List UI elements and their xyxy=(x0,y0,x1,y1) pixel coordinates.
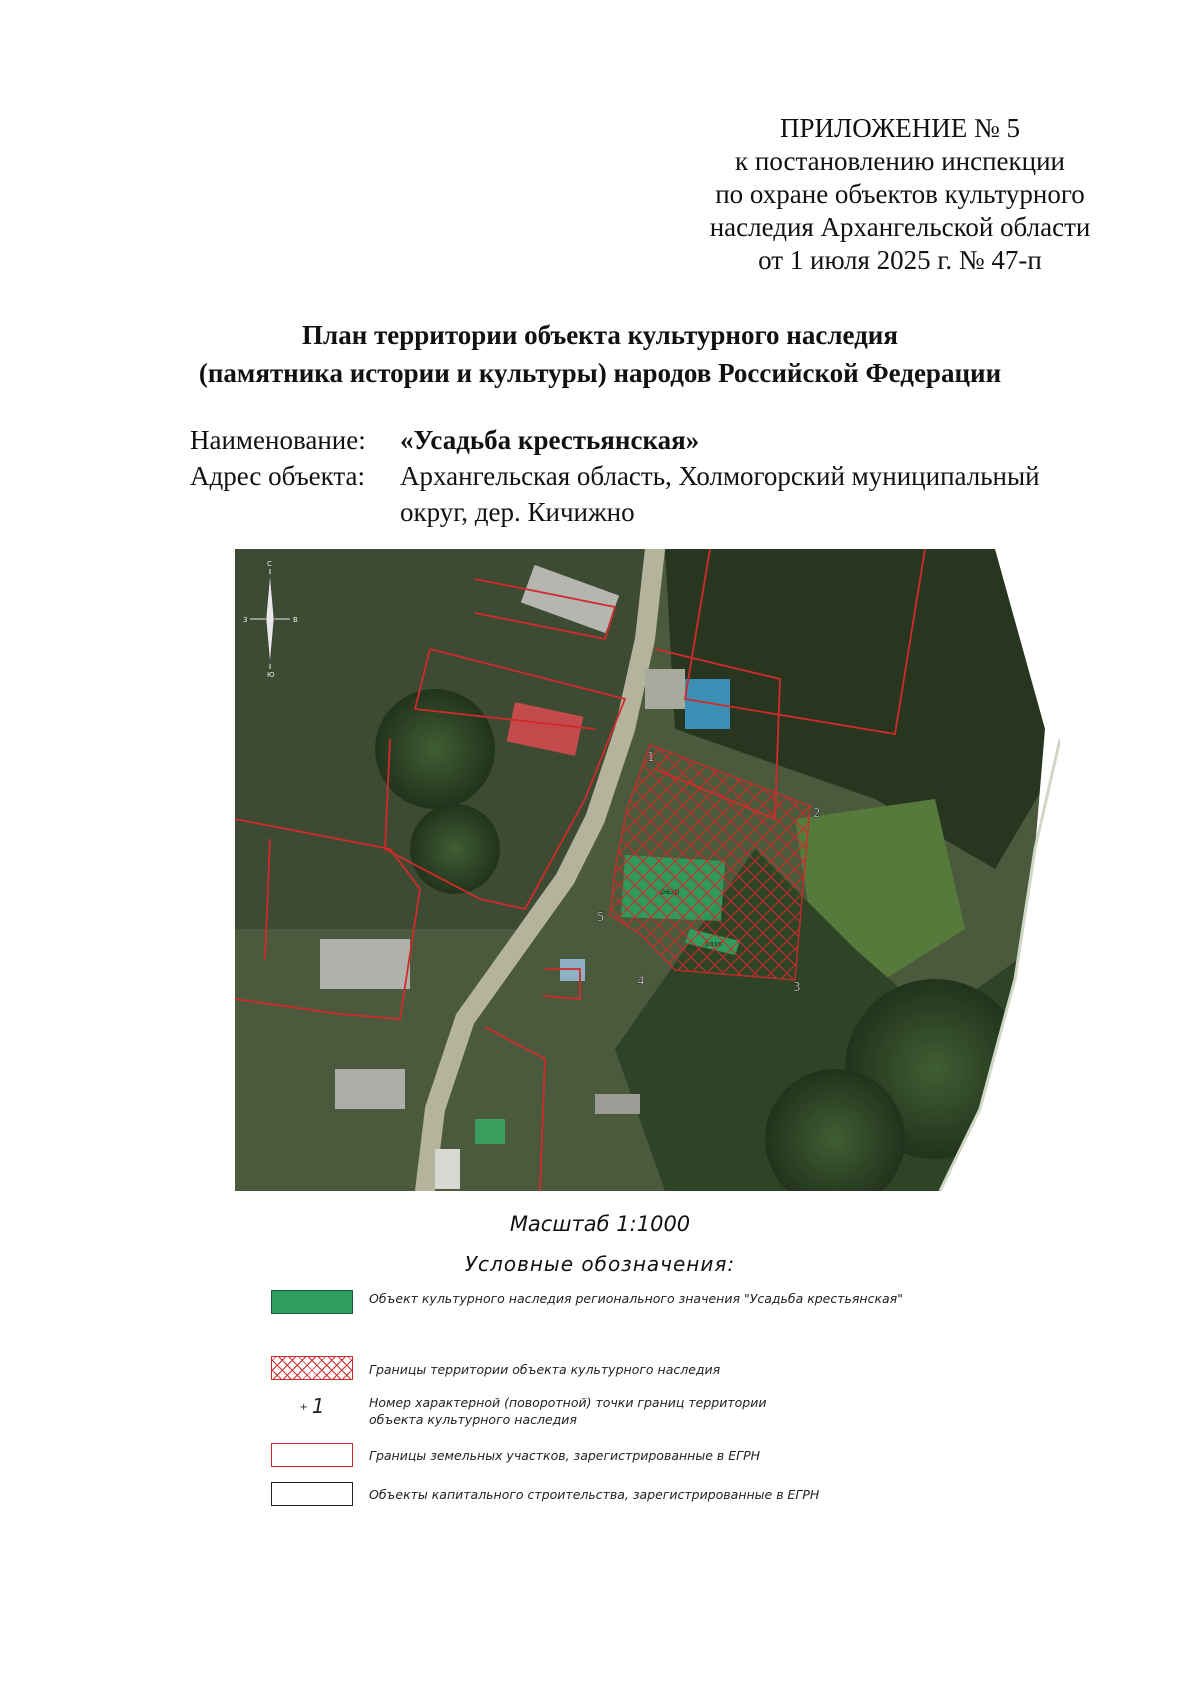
object-info xyxy=(190,422,1100,530)
annex-header xyxy=(640,112,1160,277)
legend-text: Границы территории объекта культурного наследия xyxy=(369,1362,721,1377)
boundary-point: 4 xyxy=(637,974,645,988)
structure-swatch xyxy=(271,1482,353,1506)
compass-north: С xyxy=(267,560,272,568)
point-marker-icon: + xyxy=(299,1402,308,1413)
address-value: Архангельская область, Холмогорский муниципальный округ, дер. Кичижно xyxy=(400,461,1040,527)
map-svg xyxy=(235,549,1060,1191)
point-number-sample xyxy=(271,1394,353,1418)
compass-east: В xyxy=(293,616,298,624)
name-value: «Усадьба крестьянская» xyxy=(400,425,700,455)
building xyxy=(560,959,585,981)
building xyxy=(475,1119,505,1144)
legend-item-structures xyxy=(271,1482,819,1506)
boundary-point: 1 xyxy=(647,750,655,764)
annex-number: ПРИЛОЖЕНИЕ № 5 xyxy=(779,113,1021,143)
building xyxy=(335,1069,405,1109)
legend-text: Объект культурного наследия регионального значения "Усадьба крестьянская" xyxy=(369,1291,903,1306)
compass-west: З xyxy=(243,616,248,624)
boundary-point: 2 xyxy=(813,806,821,820)
legend-text: Номер характерной (поворотной) точки границ территории объекта культурного наследия xyxy=(369,1395,767,1427)
legend-item-parcels xyxy=(271,1443,760,1467)
address-label: Адрес объекта: xyxy=(190,461,366,491)
compass-south: Ю xyxy=(267,671,275,679)
heritage-swatch xyxy=(271,1290,353,1314)
annex-date: от 1 июля 2025 г. № 47-п xyxy=(758,245,1042,275)
building-blue-roof xyxy=(685,679,730,729)
name-row xyxy=(190,422,1100,458)
building xyxy=(320,939,410,989)
territory-hatch-swatch xyxy=(271,1356,353,1380)
building xyxy=(645,669,685,709)
map-scale: Масштаб 1:1000 xyxy=(509,1212,691,1236)
legend-item-heritage xyxy=(271,1290,903,1314)
aerial-map xyxy=(235,549,1060,1191)
address-row xyxy=(190,458,1100,530)
point-sample-number: 1 xyxy=(311,1394,325,1418)
boundary-point: 3 xyxy=(793,980,801,994)
boundary-point: 5 xyxy=(597,910,605,924)
building xyxy=(595,1094,640,1114)
legend-item-territory xyxy=(271,1356,720,1380)
tree-cluster xyxy=(410,804,500,894)
annex-line-2: к постановлению инспекции xyxy=(735,146,1065,176)
legend-title: Условные обозначения: xyxy=(464,1252,736,1276)
legend-text: Объекты капитального строительства, зарегистрированные в ЕГРН xyxy=(369,1487,820,1502)
annex-line-4: наследия Архангельской области xyxy=(709,212,1091,242)
annex-line-3: по охране объектов культурного xyxy=(715,179,1085,209)
legend-text: Границы земельных участков, зарегистрированные в ЕГРН xyxy=(369,1448,761,1463)
building xyxy=(435,1149,460,1189)
tree-cluster xyxy=(375,689,495,809)
title-line-1: План территории объекта культурного наследия xyxy=(302,320,898,350)
page-title xyxy=(0,316,1200,392)
name-label: Наименование: xyxy=(190,425,366,455)
parcel-boundary-swatch xyxy=(271,1443,353,1467)
title-line-2: (памятника истории и культуры) народов Российской Федерации xyxy=(198,358,1002,388)
legend-item-points xyxy=(271,1394,766,1428)
